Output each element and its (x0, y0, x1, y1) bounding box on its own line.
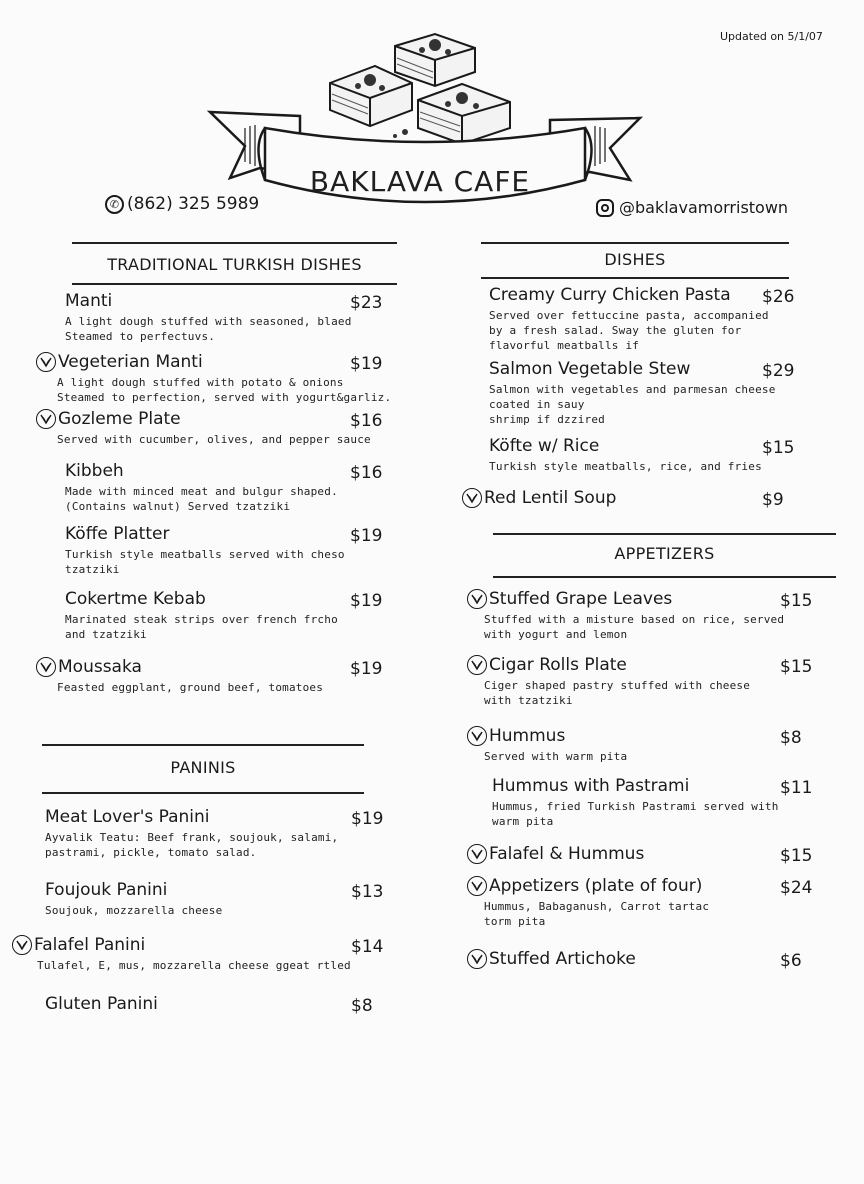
vegetarian-icon (36, 657, 56, 677)
vegetarian-icon (467, 655, 487, 675)
traditional-section-title: TRADITIONAL TURKISH DISHES (107, 255, 362, 274)
menu-item-header (467, 876, 709, 896)
menu-item-description: A light dough stuffed with potato & onions Steamed to perfection, served with yogurt&garliz. (57, 376, 392, 404)
menu-item-price: $19 (351, 809, 384, 829)
menu-item-description: Marinated steak strips over french frcho and tzatziki (65, 613, 338, 641)
menu-item-name: Gluten Panini (45, 994, 158, 1014)
menu-item-name: Falafel & Hummus (489, 844, 645, 864)
vegetarian-icon (467, 876, 487, 896)
dishes-bottom-rule (481, 277, 789, 279)
appetizers-top-rule (493, 533, 836, 535)
menu-item-description: Hummus, fried Turkish Pastrami served with warm pita (492, 800, 779, 828)
menu-item (462, 488, 616, 508)
menu-item-description: Ciger shaped pastry stuffed with cheese with tzatziki (484, 679, 751, 707)
menu-item-header (65, 524, 345, 544)
phone-number[interactable] (105, 194, 259, 214)
menu-item (467, 655, 750, 708)
menu-item-description: Made with minced meat and bulgur shaped. (Contains walnut) Served tzatziki (65, 485, 338, 513)
menu-item-name: Red Lentil Soup (484, 488, 617, 508)
menu-item-description: A light dough stuffed with seasoned, blaed Steamed to perfectuvs. (65, 315, 352, 343)
menu-item-description: Served with warm pita (484, 750, 628, 763)
phone-text: (862) 325 5989 (127, 194, 260, 214)
menu-item-header (489, 285, 769, 305)
menu-item-description: Served with cucumber, olives, and pepper sauce (57, 433, 371, 446)
cafe-title: BAKLAVA CAFE (309, 165, 531, 198)
menu-item-header (45, 880, 222, 900)
menu-item (467, 876, 709, 929)
menu-item (489, 359, 776, 427)
menu-item-description: Turkish style meatballs, rice, and fries (489, 460, 762, 473)
phone-icon: ✆ (105, 195, 124, 214)
menu-item (492, 776, 779, 829)
menu-item-name: Cigar Rolls Plate (489, 655, 627, 675)
menu-item-name: Meat Lover's Panini (45, 807, 210, 827)
menu-item-price: $29 (762, 361, 795, 381)
menu-item-header (65, 461, 338, 481)
menu-item (65, 589, 338, 642)
menu-item-description: Hummus, Babaganush, Carrot tartac torm pita (484, 900, 710, 928)
menu-item-price: $8 (780, 728, 802, 748)
menu-item-header (12, 935, 351, 955)
menu-item-name: Köfte w/ Rice (489, 436, 600, 456)
menu-item-price: $6 (780, 951, 802, 971)
menu-item (36, 352, 391, 405)
menu-item-price: $9 (762, 490, 784, 510)
menu-item-name: Cokertme Kebab (65, 589, 206, 609)
dishes-top-rule (481, 242, 789, 244)
menu-item-header (462, 488, 616, 508)
dishes-section-title: DISHES (604, 250, 666, 269)
menu-item (489, 436, 762, 474)
menu-item-name: Vegeterian Manti (58, 352, 203, 372)
menu-item-name: Manti (65, 291, 113, 311)
vegetarian-icon (36, 352, 56, 372)
menu-item (65, 524, 345, 577)
menu-item-name: Creamy Curry Chicken Pasta (489, 285, 731, 305)
menu-item (65, 291, 352, 344)
menu-item (467, 589, 784, 642)
menu-item-description: Served over fettuccine pasta, accompanied by a fresh salad. Sway the gluten for flavorful meatballs if (489, 309, 769, 352)
menu-item (45, 994, 158, 1014)
menu-item-price: $14 (351, 937, 384, 957)
vegetarian-icon (36, 409, 56, 429)
menu-item (467, 844, 644, 864)
menu-item-name: Stuffed Artichoke (489, 949, 636, 969)
menu-item (36, 657, 323, 695)
menu-item (45, 807, 338, 860)
menu-item (45, 880, 222, 918)
menu-item-price: $16 (350, 463, 383, 483)
menu-item-header (45, 807, 338, 827)
menu-item-price: $19 (350, 659, 383, 679)
appetizers-section-title: APPETIZERS (614, 544, 715, 563)
menu-item-name: Kibbeh (65, 461, 124, 481)
paninis-section-title: PANINIS (170, 758, 236, 777)
baklava-logo-illustration (190, 28, 660, 228)
vegetarian-icon (467, 949, 487, 969)
menu-item-name: Foujouk Panini (45, 880, 168, 900)
menu-item-price: $24 (780, 878, 813, 898)
menu-item-price: $15 (780, 846, 813, 866)
menu-item-price: $19 (350, 354, 383, 374)
menu-item-price: $15 (762, 438, 795, 458)
menu-item-price: $11 (780, 778, 813, 798)
menu-item-description: Soujouk, mozzarella cheese (45, 904, 223, 917)
instagram-handle[interactable] (596, 198, 788, 217)
menu-item-header (467, 949, 636, 969)
menu-item-header (489, 436, 762, 456)
menu-item-header (467, 655, 750, 675)
vegetarian-icon (12, 935, 32, 955)
menu-item-price: $15 (780, 657, 813, 677)
menu-item-name: Gozleme Plate (58, 409, 181, 429)
menu-item-header (467, 589, 784, 609)
menu-item-header (36, 657, 323, 677)
menu-item-name: Moussaka (58, 657, 142, 677)
traditional-top-rule (72, 242, 397, 244)
menu-item-name: Appetizers (plate of four) (489, 876, 703, 896)
menu-item-name: Köffe Platter (65, 524, 170, 544)
menu-item-header (65, 291, 352, 311)
menu-item-header (36, 409, 371, 429)
menu-item-name: Falafel Panini (34, 935, 146, 955)
menu-item (65, 461, 338, 514)
vegetarian-icon (462, 488, 482, 508)
menu-item-price: $23 (350, 293, 383, 313)
menu-item-price: $16 (350, 411, 383, 431)
menu-item-price: $8 (351, 996, 373, 1016)
menu-item-description: Salmon with vegetables and parmesan cheese coated in sauy shrimp if dzzired (489, 383, 776, 426)
menu-item-description: Stuffed with a misture based on rice, served with yogurt and lemon (484, 613, 785, 641)
menu-item-price: $13 (351, 882, 384, 902)
menu-item-header (489, 359, 776, 379)
instagram-text: @baklavamorristown (619, 198, 789, 217)
menu-item-description: Feasted eggplant, ground beef, tomatoes (57, 681, 324, 694)
menu-item-price: $15 (780, 591, 813, 611)
menu-item-description: Tulafel, E, mus, mozzarella cheese ggeat rtled (37, 959, 351, 972)
menu-item-description: Turkish style meatballs served with cheso tzatziki (65, 548, 345, 576)
menu-item-header (467, 726, 627, 746)
menu-item-header (36, 352, 391, 372)
menu-item-header (45, 994, 158, 1014)
menu-item (467, 949, 636, 969)
paninis-top-rule (42, 744, 364, 746)
menu-item-price: $19 (350, 591, 383, 611)
vegetarian-icon (467, 726, 487, 746)
menu-item-name: Hummus with Pastrami (492, 776, 690, 796)
menu-item-description: Ayvalik Teatu: Beef frank, soujouk, salami, pastrami, pickle, tomato salad. (45, 831, 339, 859)
menu-item-name: Salmon Vegetable Stew (489, 359, 691, 379)
menu-item-name: Hummus (489, 726, 566, 746)
vegetarian-icon (467, 589, 487, 609)
menu-item-header (467, 844, 644, 864)
menu-item-price: $26 (762, 287, 795, 307)
menu-item (12, 935, 351, 973)
menu-item-header (65, 589, 338, 609)
appetizers-bottom-rule (493, 576, 836, 578)
paninis-bottom-rule (42, 792, 364, 794)
traditional-bottom-rule (72, 283, 397, 285)
menu-item-name: Stuffed Grape Leaves (489, 589, 673, 609)
updated-date: Updated on 5/1/07 (720, 30, 823, 43)
instagram-icon (596, 199, 614, 217)
menu-item (467, 726, 627, 764)
menu-item-header (492, 776, 779, 796)
vegetarian-icon (467, 844, 487, 864)
menu-item (489, 285, 769, 353)
menu-item-price: $19 (350, 526, 383, 546)
menu-item (36, 409, 371, 447)
